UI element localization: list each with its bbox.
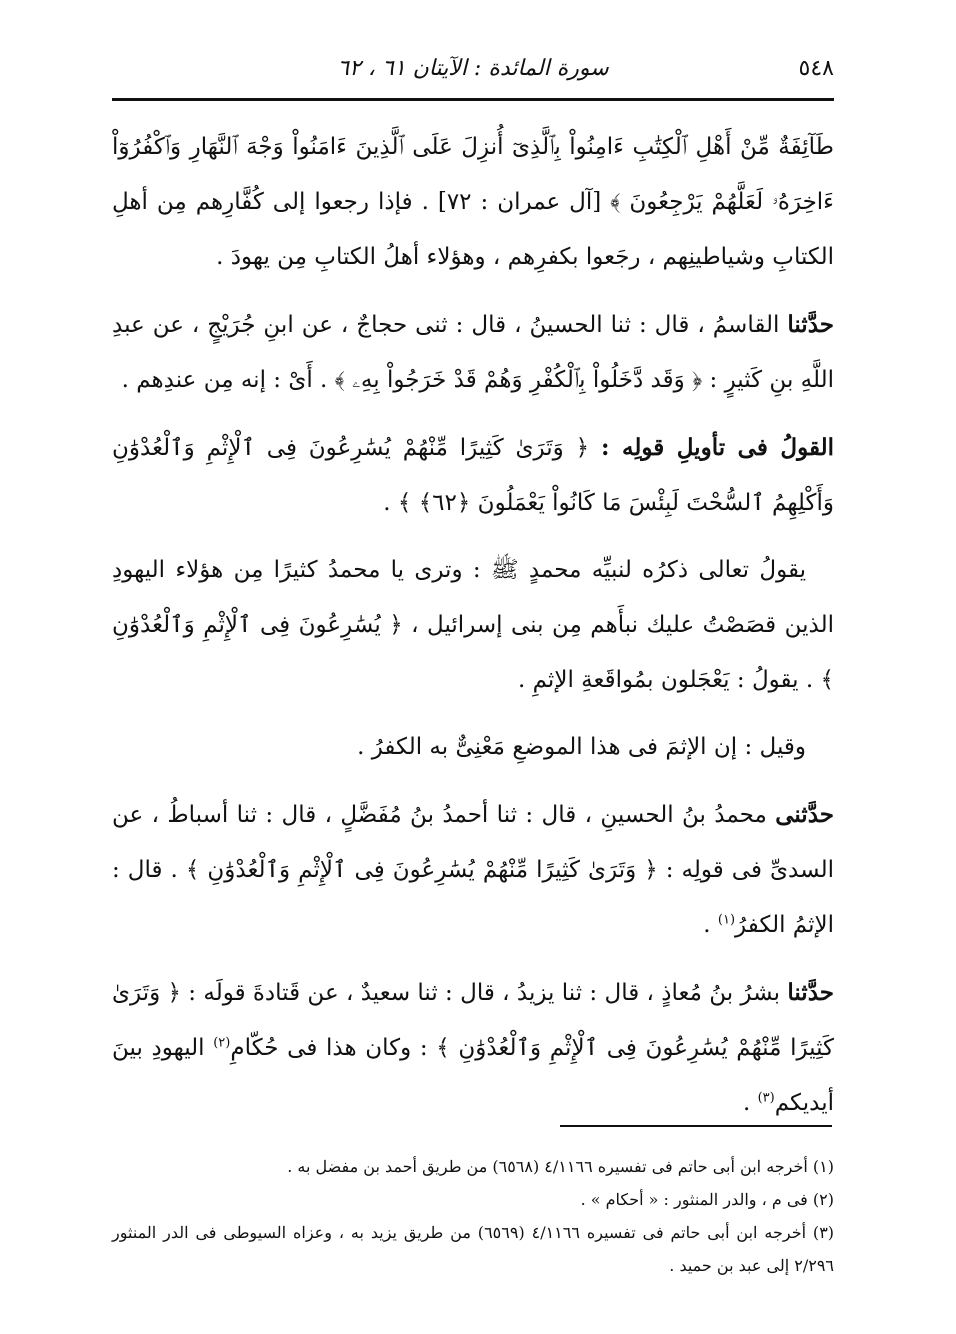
paragraph-text: وقيل : إن الإثمَ فى هذا الموضعِ مَعْنِىٌّ به الكفرُ . [357, 734, 806, 760]
footnote-1: (١) أخرجه ابن أبى حاتم فى تفسيره ٤/١١٦٦ (٦٥٦٨) من طريق أحمد بن مفضل به . [287, 1157, 834, 1176]
paragraph-4 [112, 543, 834, 708]
footnote-rule [560, 1125, 832, 1127]
paragraph-lead: حدَّثنى [775, 801, 834, 828]
paragraph-2 [112, 297, 834, 408]
footnote-2: (٢) فى م ، والدر المنثور : « أحكام » . [580, 1190, 834, 1209]
paragraph-6 [112, 787, 834, 953]
header-rule [112, 98, 834, 101]
page-header [112, 46, 834, 92]
paragraph-text: ﴿ وَتَرَىٰ كَثِيرًا مِّنْهُمْ يُسَٰرِعُونَ فِى ٱلْإِثْمِ وَٱلْعُدْوَٰنِ وَأَكْلِهِمُ ٱلسُّحْتَ لَبِئْسَ مَا كَانُواْ يَعْمَلُونَ ﴿٦٢﴾ ﴾ . [112, 435, 834, 516]
paragraph-3 [112, 420, 834, 531]
footnote-ref-2[interactable]: (٢) [213, 1035, 231, 1051]
paragraph-text-continued: اليهودِ بينَ أيديكم [112, 1035, 834, 1116]
paragraph-lead: حدَّثنا [787, 311, 834, 338]
footnote-ref-1[interactable]: (١) [717, 912, 736, 928]
paragraph-7 [112, 965, 834, 1131]
footnotes [112, 1150, 834, 1282]
paragraph-lead: حدَّثنا [787, 979, 834, 1006]
footnote-ref-3[interactable]: (٣) [757, 1090, 775, 1106]
paragraph-text: القاسمُ ، قال : ثنا الحسينُ ، قال : ثنى حجاجٌ ، عن ابنِ جُرَيْجٍ ، عن عبدِ اللَّهِ بنِ كَثيرٍ : ﴿ وَقَد دَّخَلُواْ بِٱلْكُفْرِ وَهُمْ قَدْ خَرَجُواْ بِهِۦ ﴾ . أَىْ : إنه مِن عندِهم . [112, 312, 834, 393]
paragraph-tail: . [703, 912, 718, 938]
paragraph-1 [112, 120, 834, 285]
main-text [112, 120, 834, 1143]
running-title: سورة المائدة : الآيتان ٦١ ، ٦٢ [337, 56, 609, 81]
footnote-3: (٣) أخرجه ابن أبى حاتم فى تفسيره ٤/١١٦٦ (٦٥٦٩) من طريق يزيد به ، وعزاه السيوطى فى الدر المنثور ٢/٢٩٦ إلى عبد بن حميد . [112, 1223, 835, 1275]
paragraph-text: بشرُ بنُ مُعاذٍ ، قال : ثنا يزيدُ ، قال : ثنا سعيدٌ ، عن قَتادةَ قولَه : ﴿ وَتَرَىٰ كَثِيرًا مِّنْهُمْ يُسَٰرِعُونَ فِى ٱلْإِثْمِ وَٱلْعُدْوَٰنِ ﴾ : وكان هذا فى حُكّامِ [112, 980, 834, 1061]
paragraph-lead: القولُ فى تأويلِ قولِه : [600, 434, 834, 461]
paragraph-5 [112, 720, 834, 775]
paragraph-text: يقولُ تعالى ذكرُه لنبيِّه محمدٍ ﷺ : وترى يا محمدُ كثيرًا مِن هؤلاء اليهودِ الذين قصَصْتُ عليك نبأَهم مِن بنى إسرائيل ، ﴿ يُسَٰرِعُونَ فِى ٱلْإِثْمِ وَٱلْعُدْوَٰنِ ﴾ . يقولُ : يَعْجَلون بمُواقَعةِ الإثمِ . [112, 557, 834, 693]
paragraph-tail: . [742, 1090, 758, 1116]
paragraph-text: طَآئِفَةٌ مِّنْ أَهْلِ ٱلْكِتَٰبِ ءَامِنُواْ بِٱلَّذِىٓ أُنزِلَ عَلَى ٱلَّذِينَ ءَامَنُواْ وَجْهَ ٱلنَّهَارِ وَٱكْفُرُوٓاْ ءَاخِرَهُۥ لَعَلَّهُمْ يَرْجِعُونَ ﴾ [آل عمران : ٧٢] . فإذا رجعوا إلى كُفَّارِهم مِن أهلِ الكتابِ وشياطينِهم ، رجَعوا بكفرِهم ، وهؤلاء أهلُ الكتابِ مِن يهودَ . [112, 134, 835, 270]
paragraph-text: محمدُ بنُ الحسينِ ، قال : ثنا أحمدُ بنُ مُفَضَّلٍ ، قال : ثنا أسباطُ ، عن السدىِّ فى قولِه : ﴿ وَتَرَىٰ كَثِيرًا مِّنْهُمْ يُسَٰرِعُونَ فِى ٱلْإِثْمِ وَٱلْعُدْوَٰنِ ﴾ . قال : الإثمُ الكفرُ [112, 802, 834, 938]
page-number: ٥٤٨ [798, 56, 834, 81]
